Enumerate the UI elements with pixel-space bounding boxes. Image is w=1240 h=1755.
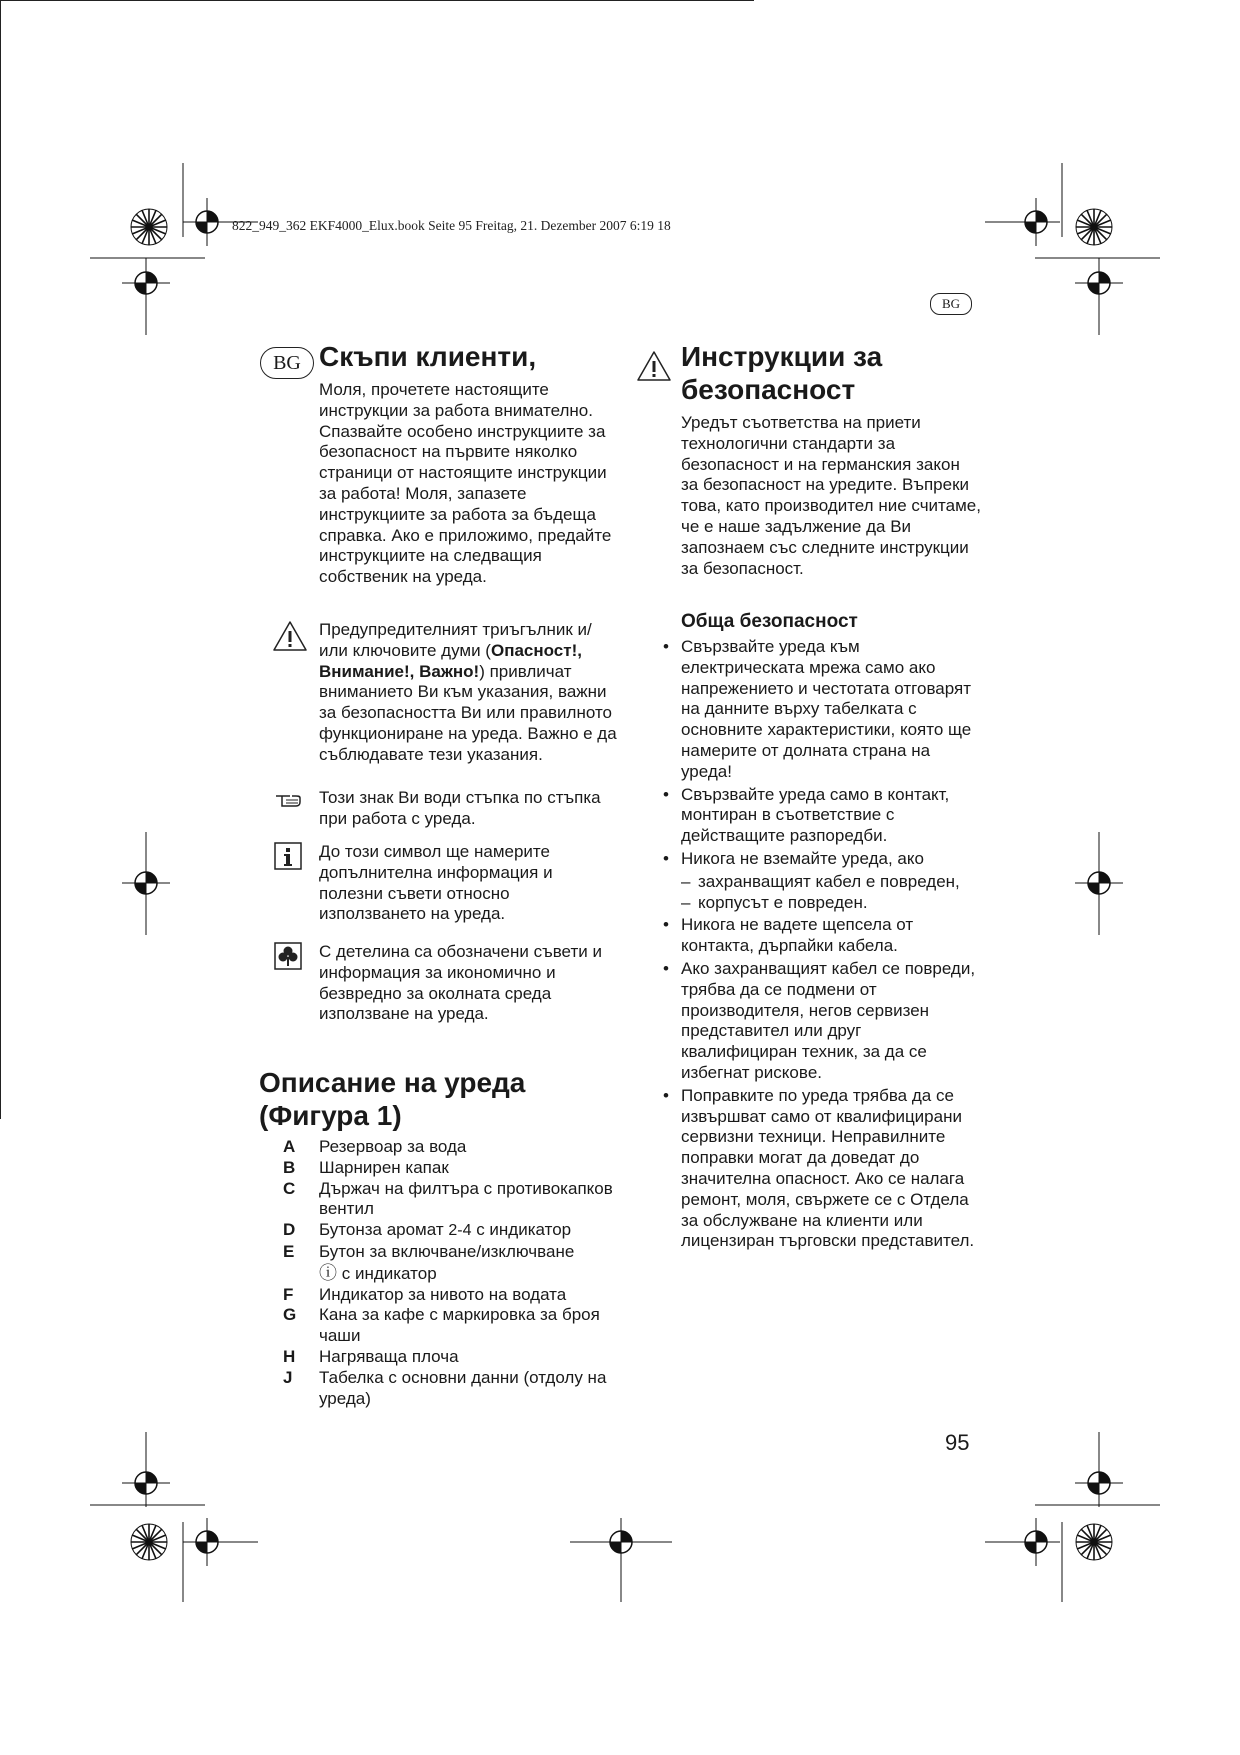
warning-triangle-icon (636, 350, 672, 382)
part-text (319, 1220, 620, 1242)
part-letter: J (283, 1367, 293, 1387)
dash-item-text: корпусът е повреден. (698, 892, 868, 912)
part-text: Табелка с основни данни (отдолу на уреда) (319, 1367, 607, 1408)
safety-title-line-2: безопасност (681, 374, 856, 405)
part-text-start: Бутон за включване/изключване (319, 1241, 575, 1261)
pointing-hand-icon (274, 790, 304, 810)
part-text-end: с индикатор (471, 1220, 572, 1240)
safety-bullets-2 (681, 915, 981, 1252)
description-title-line-2: (Фигура 1) (259, 1100, 402, 1131)
part-letter: D (283, 1220, 296, 1240)
part-letter: C (283, 1178, 296, 1198)
dash-item-text: захранващият кабел е повреден, (698, 871, 960, 891)
part-letter: A (283, 1137, 296, 1156)
part-row (280, 1179, 620, 1221)
description-title-line-1: Описание на уреда (259, 1067, 526, 1098)
language-badge: BG (260, 347, 314, 379)
language-tab: BG (930, 293, 972, 315)
warning-note-text-2: ) привличат вниманието Ви към указания, важни за безопасността Ви или правилното функциониране на уреда. Важно е да съблюдавате тези указания. (319, 661, 617, 764)
part-text: Кана за кафе с маркировка за броя чаши (319, 1305, 600, 1346)
intro-paragraph: Моля, прочетете настоящите инструкции за работа внимателно. Спазвайте особено инструкциите за безопасност на първите няколко страници от настоящите инструкции за работа! Моля, запазете инструкциите за работа за бъдеща справка. Ако е приложимо, предайте инструкциите на следващия собственик на уреда. (319, 380, 612, 587)
part-text-end: с индикатор (337, 1263, 437, 1283)
part-row (280, 1158, 620, 1179)
warning-note (319, 620, 617, 766)
part-row (280, 1347, 620, 1368)
general-safety-heading: Обща безопасност (681, 611, 858, 632)
part-letter: H (283, 1346, 296, 1366)
dash-item: – корпусът е повреден. (681, 892, 868, 912)
list-item: • Ако захранващият кабел се повреди, трябва да се подмени от производителя, негов сервизен представител или друг квалифициран техник, за да се избегнат рисковe. (681, 959, 981, 1084)
warning-triangle-icon (272, 620, 308, 652)
warning-note-text-1: Предупредителният триъгълник и/или ключовите думи ( (319, 620, 592, 660)
part-row (280, 1368, 620, 1410)
list-item: • Поправките по уреда трябва да се извършват само от квалифицирани сервизни техници. Неправилните поправки могат да доведат до значителна опасност. Ако се налага ремонт, моля, свържете се с Отдела за обслужване на клиенти или лицензиран търговски представител. (681, 1086, 981, 1252)
list-item: • Никога не вземайте уреда, ако (681, 849, 981, 870)
info-icon (274, 842, 302, 870)
parts-list (280, 1137, 620, 1409)
warning-keywords: Опасност!, Внимание!, Важно! (319, 640, 582, 681)
eco-note: С детелина са обозначени съвети и информация за икономично и безвредно за околната среда използване на уреда. (319, 942, 602, 1024)
part-text: Шарнирен капак (319, 1157, 449, 1177)
part-text-start: Бутонза аромат (319, 1220, 449, 1240)
part-text: Държач на филтъра с противокапков вентил (319, 1178, 613, 1219)
page-number: 95 (945, 1430, 970, 1455)
safety-list (681, 637, 981, 1254)
part-text: Резервоар за вода (319, 1137, 467, 1156)
power-symbol-icon: ⓘ (319, 1262, 337, 1283)
info-note: До този символ ще намерите допълнителна информация и полезни съвети относно използването на уреда. (319, 842, 553, 924)
part-text: Индикатор за нивото на водата (319, 1284, 567, 1304)
dash-item: – захранващият кабел е повреден, (681, 871, 960, 891)
safety-title-line-1: Инструкции за (681, 341, 883, 372)
safety-title (681, 340, 981, 406)
part-row (280, 1137, 620, 1158)
greeting-title: Скъпи клиенти, (319, 341, 537, 372)
safety-bullets (681, 637, 981, 870)
part-letter: E (283, 1241, 295, 1261)
list-item: • Свързвайте уреда само в контакт, монтиран в съответствие с действащите разпоредби. (681, 785, 981, 847)
list-item: • Никога не вадете щепсела от контакта, дърпайки кабела. (681, 915, 981, 957)
safety-intro: Уредът съответства на приети технологични стандарти за безопасност и на германския закон за безопасност на уредите. Въпреки това, като производител ние считаме, че е наше задължение да Ви запознаем със следните инструкции за безопасност. (681, 413, 981, 578)
step-note: Този знак Ви води стъпка по стъпка при работа с уреда. (319, 788, 601, 828)
part-letter: B (283, 1157, 296, 1177)
part-row (280, 1242, 620, 1285)
part-row (280, 1220, 620, 1242)
part-letter: G (283, 1305, 297, 1325)
part-letter: F (283, 1284, 294, 1304)
aroma-symbol-icon: 2-4 (448, 1222, 472, 1240)
part-row (280, 1285, 620, 1306)
part-text: Нагряваща плоча (319, 1346, 459, 1366)
clover-icon (274, 942, 302, 970)
list-item: • Свързвайте уреда към електрическата мрежа само ако напрежението и честотата отговарят на данните върху табелката с основните характеристики, която ще намерите от долната страна на уреда! (681, 637, 981, 783)
description-title (259, 1066, 619, 1132)
book-header-line: 822_949_362 EKF4000_Elux.book Seite 95 Freitag, 21. Dezember 2007 6:19 18 (232, 218, 671, 233)
part-text (319, 1242, 620, 1285)
part-row (280, 1305, 620, 1347)
